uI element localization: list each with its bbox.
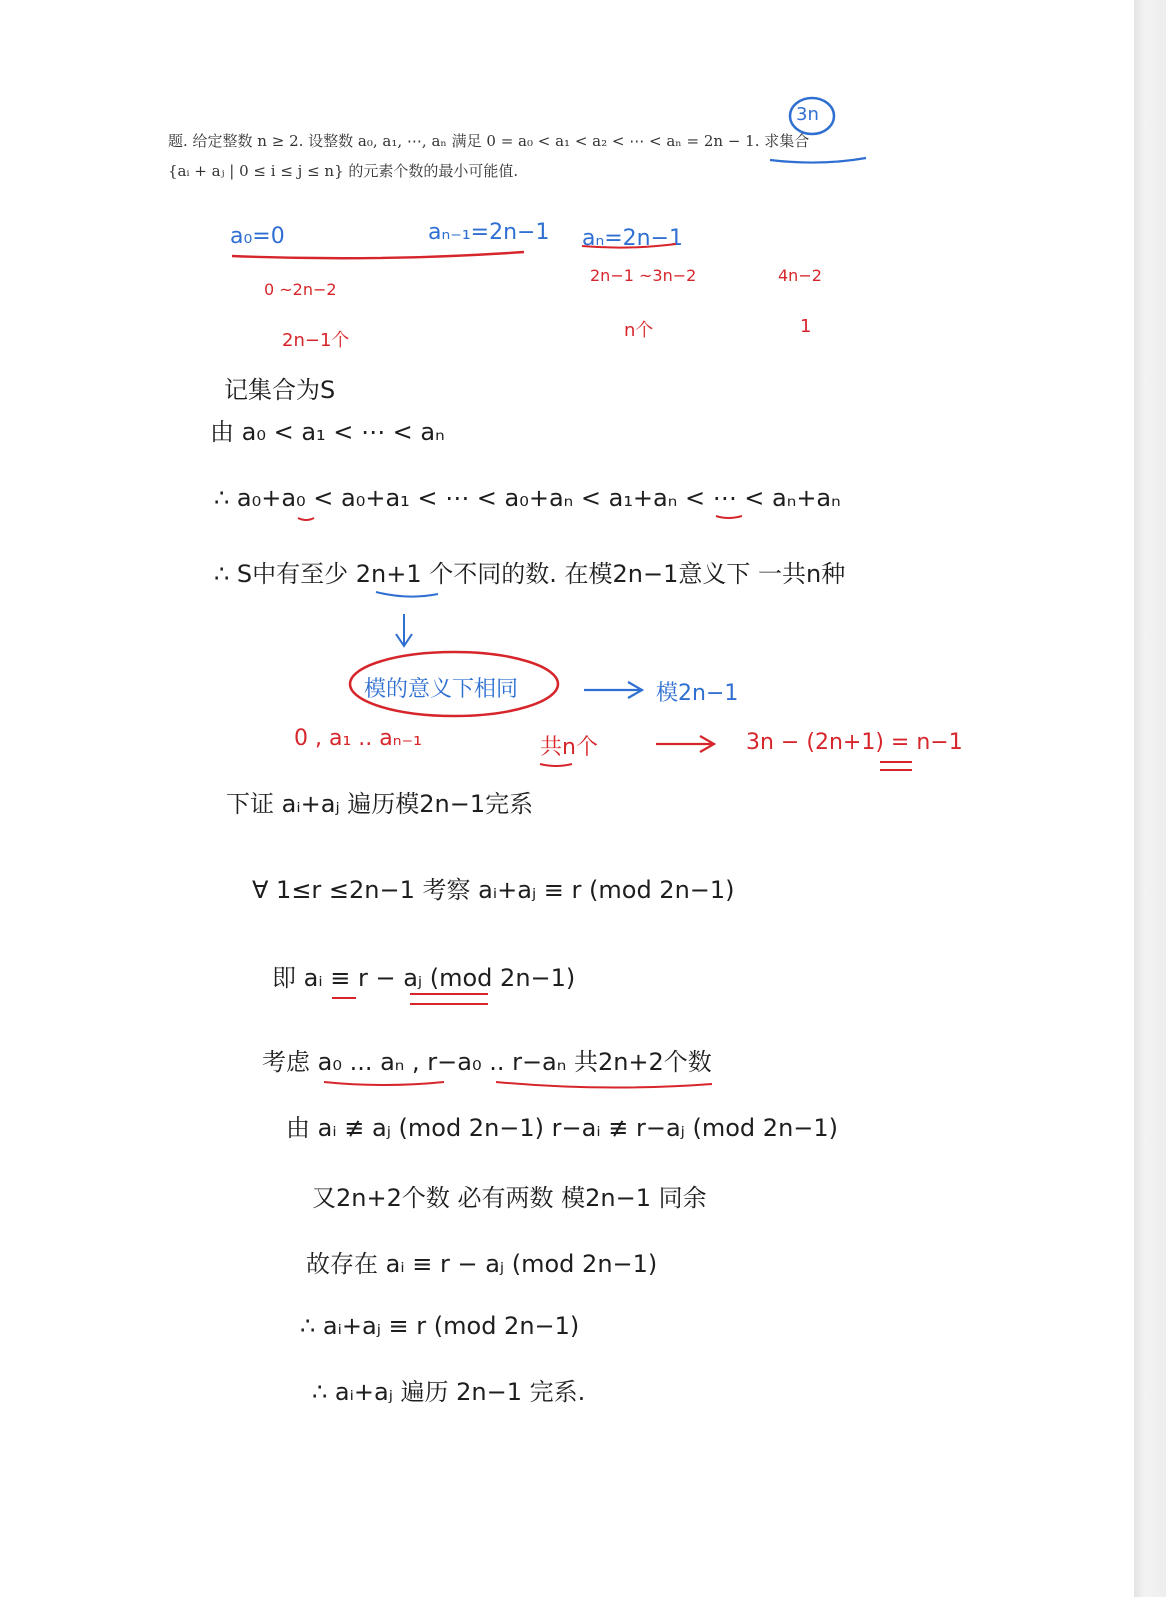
range-3: 4n−2 — [778, 266, 822, 285]
underline-red-group — [232, 252, 524, 258]
range-2: 2n−1 ~3n−2 — [590, 266, 697, 285]
difference-calc: 3n − (2n+1) = n−1 — [746, 730, 963, 755]
underline-a0-mark — [298, 518, 314, 520]
hence-line: ∴ aᵢ+aⱼ ≡ r (mod 2n−1) — [300, 1312, 580, 1340]
consider-line: 考虑 a₀ ... aₙ , r−a₀ .. r−aₙ 共2n+2个数 — [262, 1048, 712, 1076]
total-n: 共n个 — [540, 735, 598, 760]
count-3: 1 — [800, 316, 812, 337]
count-1: 2n−1个 — [282, 330, 350, 351]
residue-list: 0 , a₁ .. aₙ₋₁ — [294, 726, 422, 751]
set-s-note: 记集合为S — [224, 376, 336, 404]
range-1: 0 ~2n−2 — [264, 280, 337, 299]
underline-2n-plus-1 — [376, 592, 438, 597]
circled-mod-note: 模的意义下相同 — [364, 677, 519, 702]
underline-a-list — [324, 1082, 444, 1085]
note-an: aₙ=2n−1 — [582, 226, 684, 251]
circled-3n-note: 3n — [796, 104, 819, 125]
note-a0: a₀=0 — [230, 224, 285, 249]
s-count-note: ∴ S中有至少 2n+1 个不同的数. 在模2n−1意义下 一共n种 — [214, 560, 846, 588]
problem-line-1: 题. 给定整数 n ≥ 2. 设整数 a₀, a₁, ⋯, aₙ 满足 0 = a₀ < a₁ < a₂ < ⋯ < aₙ = 2n − 1. 求集合 — [168, 132, 810, 150]
circle-3n-mark — [790, 98, 834, 134]
note-an-minus-1: aₙ₋₁=2n−1 — [428, 220, 550, 245]
underline-an-value — [770, 158, 866, 163]
underline-an-mark — [716, 516, 742, 518]
order-note: 由 a₀ < a₁ < ⋯ < aₙ — [210, 418, 445, 446]
also-line: 又2n+2个数 必有两数 模2n−1 同余 — [312, 1184, 707, 1212]
problem-line-2: {aᵢ + aⱼ | 0 ≤ i ≤ j ≤ n} 的元素个数的最小可能值. — [168, 162, 519, 180]
double-underline-result — [880, 762, 912, 770]
circle-mod-mark — [350, 652, 558, 716]
underline-an-red — [582, 244, 676, 248]
down-arrow-icon — [396, 614, 412, 646]
then-line: 即 aᵢ ≡ r − aⱼ (mod 2n−1) — [272, 964, 576, 992]
forall-line: ∀ 1≤r ≤2n−1 考察 aᵢ+aⱼ ≡ r (mod 2n−1) — [252, 876, 735, 904]
conclusion-line: ∴ aᵢ+aⱼ 遍历 2n−1 完系. — [312, 1378, 586, 1406]
right-arrow-red-icon — [656, 736, 714, 752]
sum-chain: ∴ a₀+a₀ < a₀+a₁ < ⋯ < a₀+aₙ < a₁+aₙ < ⋯ < aₙ+aₙ — [214, 484, 841, 512]
mod-note: 模2n−1 — [656, 681, 739, 706]
by-line: 由 aᵢ ≢ aⱼ (mod 2n−1) r−aᵢ ≢ r−aⱼ (mod 2n−1) — [286, 1114, 839, 1142]
count-2: n个 — [624, 320, 654, 341]
exists-line: 故存在 aᵢ ≡ r − aⱼ (mod 2n−1) — [306, 1250, 658, 1278]
underline-r-minus-aj — [410, 994, 488, 1004]
page-edge-shadow — [1134, 0, 1166, 1597]
underline-n-count — [540, 764, 572, 766]
right-arrow-icon — [584, 682, 642, 698]
underline-r-minus-list — [496, 1082, 712, 1088]
claim-line: 下证 aᵢ+aⱼ 遍历模2n−1完系 — [226, 790, 534, 818]
